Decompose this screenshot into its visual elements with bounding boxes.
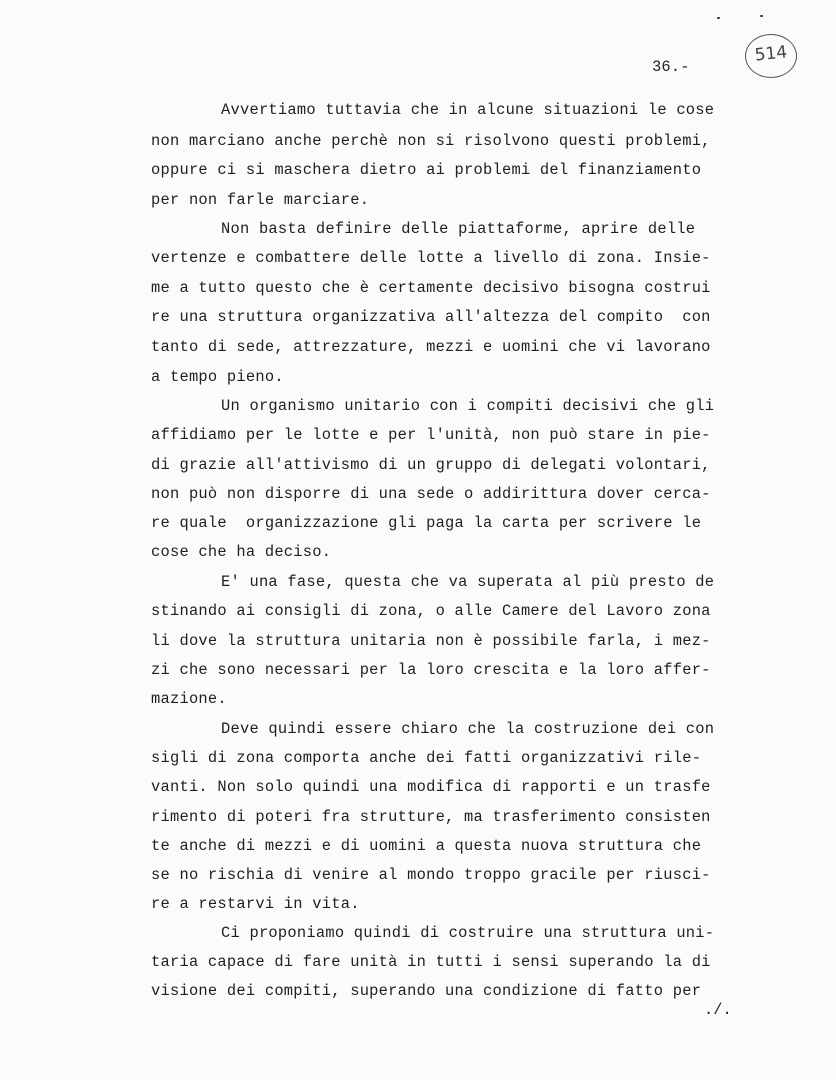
text-line: me a tutto questo che è certamente decisivo bisogna costrui	[151, 279, 711, 297]
text-line: re una struttura organizzativa all'altezza del compito con	[151, 308, 711, 326]
text-line: Non basta definire delle piattaforme, aprire delle	[221, 220, 696, 238]
text-line: oppure ci si maschera dietro ai problemi del finanziamento	[151, 161, 702, 179]
text-line: Avvertiamo tuttavia che in alcune situazioni le cose	[221, 101, 715, 119]
text-line: te anche di mezzi e di uomini a questa nuova struttura che	[151, 837, 702, 855]
archive-stamp-number: 514	[753, 42, 789, 66]
text-line: cose che ha deciso.	[151, 543, 332, 561]
text-line: a tempo pieno.	[151, 368, 284, 386]
text-line: di grazie all'attivismo di un gruppo di delegati volontari,	[151, 456, 711, 474]
text-line: mazione.	[151, 690, 227, 708]
text-line: non marciano anche perchè non si risolvono questi problemi,	[151, 132, 711, 150]
text-line: sigli di zona comporta anche dei fatti organizzativi rile-	[151, 749, 702, 767]
text-line: Deve quindi essere chiaro che la costruzione dei con	[221, 720, 715, 738]
text-line: per non farle marciare.	[151, 191, 370, 209]
text-line: se no rischia di venire al mondo troppo gracile per riusci-	[151, 866, 711, 884]
text-line: vanti. Non solo quindi una modifica di rapporti e un trasfe	[151, 778, 711, 796]
text-line: re a restarvi in vita.	[151, 895, 360, 913]
text-line: li dove la struttura unitaria non è possibile farla, i mez-	[151, 632, 711, 650]
text-line: vertenze e combattere delle lotte a livello di zona. Insie-	[151, 249, 711, 267]
text-line: tanto di sede, attrezzature, mezzi e uomini che vi lavorano	[151, 338, 711, 356]
text-line: E' una fase, questa che va superata al più presto de	[221, 573, 715, 591]
text-line: rimento di poteri fra strutture, ma trasferimento consisten	[151, 808, 711, 826]
paper-speck	[717, 17, 720, 19]
text-line: stinando ai consigli di zona, o alle Camere del Lavoro zona	[151, 602, 711, 620]
paper-speck	[760, 15, 763, 17]
text-line: Un organismo unitario con i compiti decisivi che gli	[221, 397, 715, 415]
page-number: 36.-	[652, 58, 690, 76]
text-line: non può non disporre di una sede o addirittura dover cerca-	[151, 485, 711, 503]
text-line: taria capace di fare unità in tutti i sensi superando la di	[151, 953, 711, 971]
text-line: re quale organizzazione gli paga la carta per scrivere le	[151, 514, 702, 532]
text-line: Ci proponiamo quindi di costruire una struttura uni-	[221, 924, 715, 942]
continuation-mark: ./.	[704, 1001, 732, 1019]
text-line: visione dei compiti, superando una condizione di fatto per	[151, 982, 702, 1000]
text-line: zi che sono necessari per la loro crescita e la loro affer-	[151, 661, 711, 679]
text-line: affidiamo per le lotte e per l'unità, non può stare in pie-	[151, 426, 711, 444]
archive-stamp	[745, 34, 797, 78]
